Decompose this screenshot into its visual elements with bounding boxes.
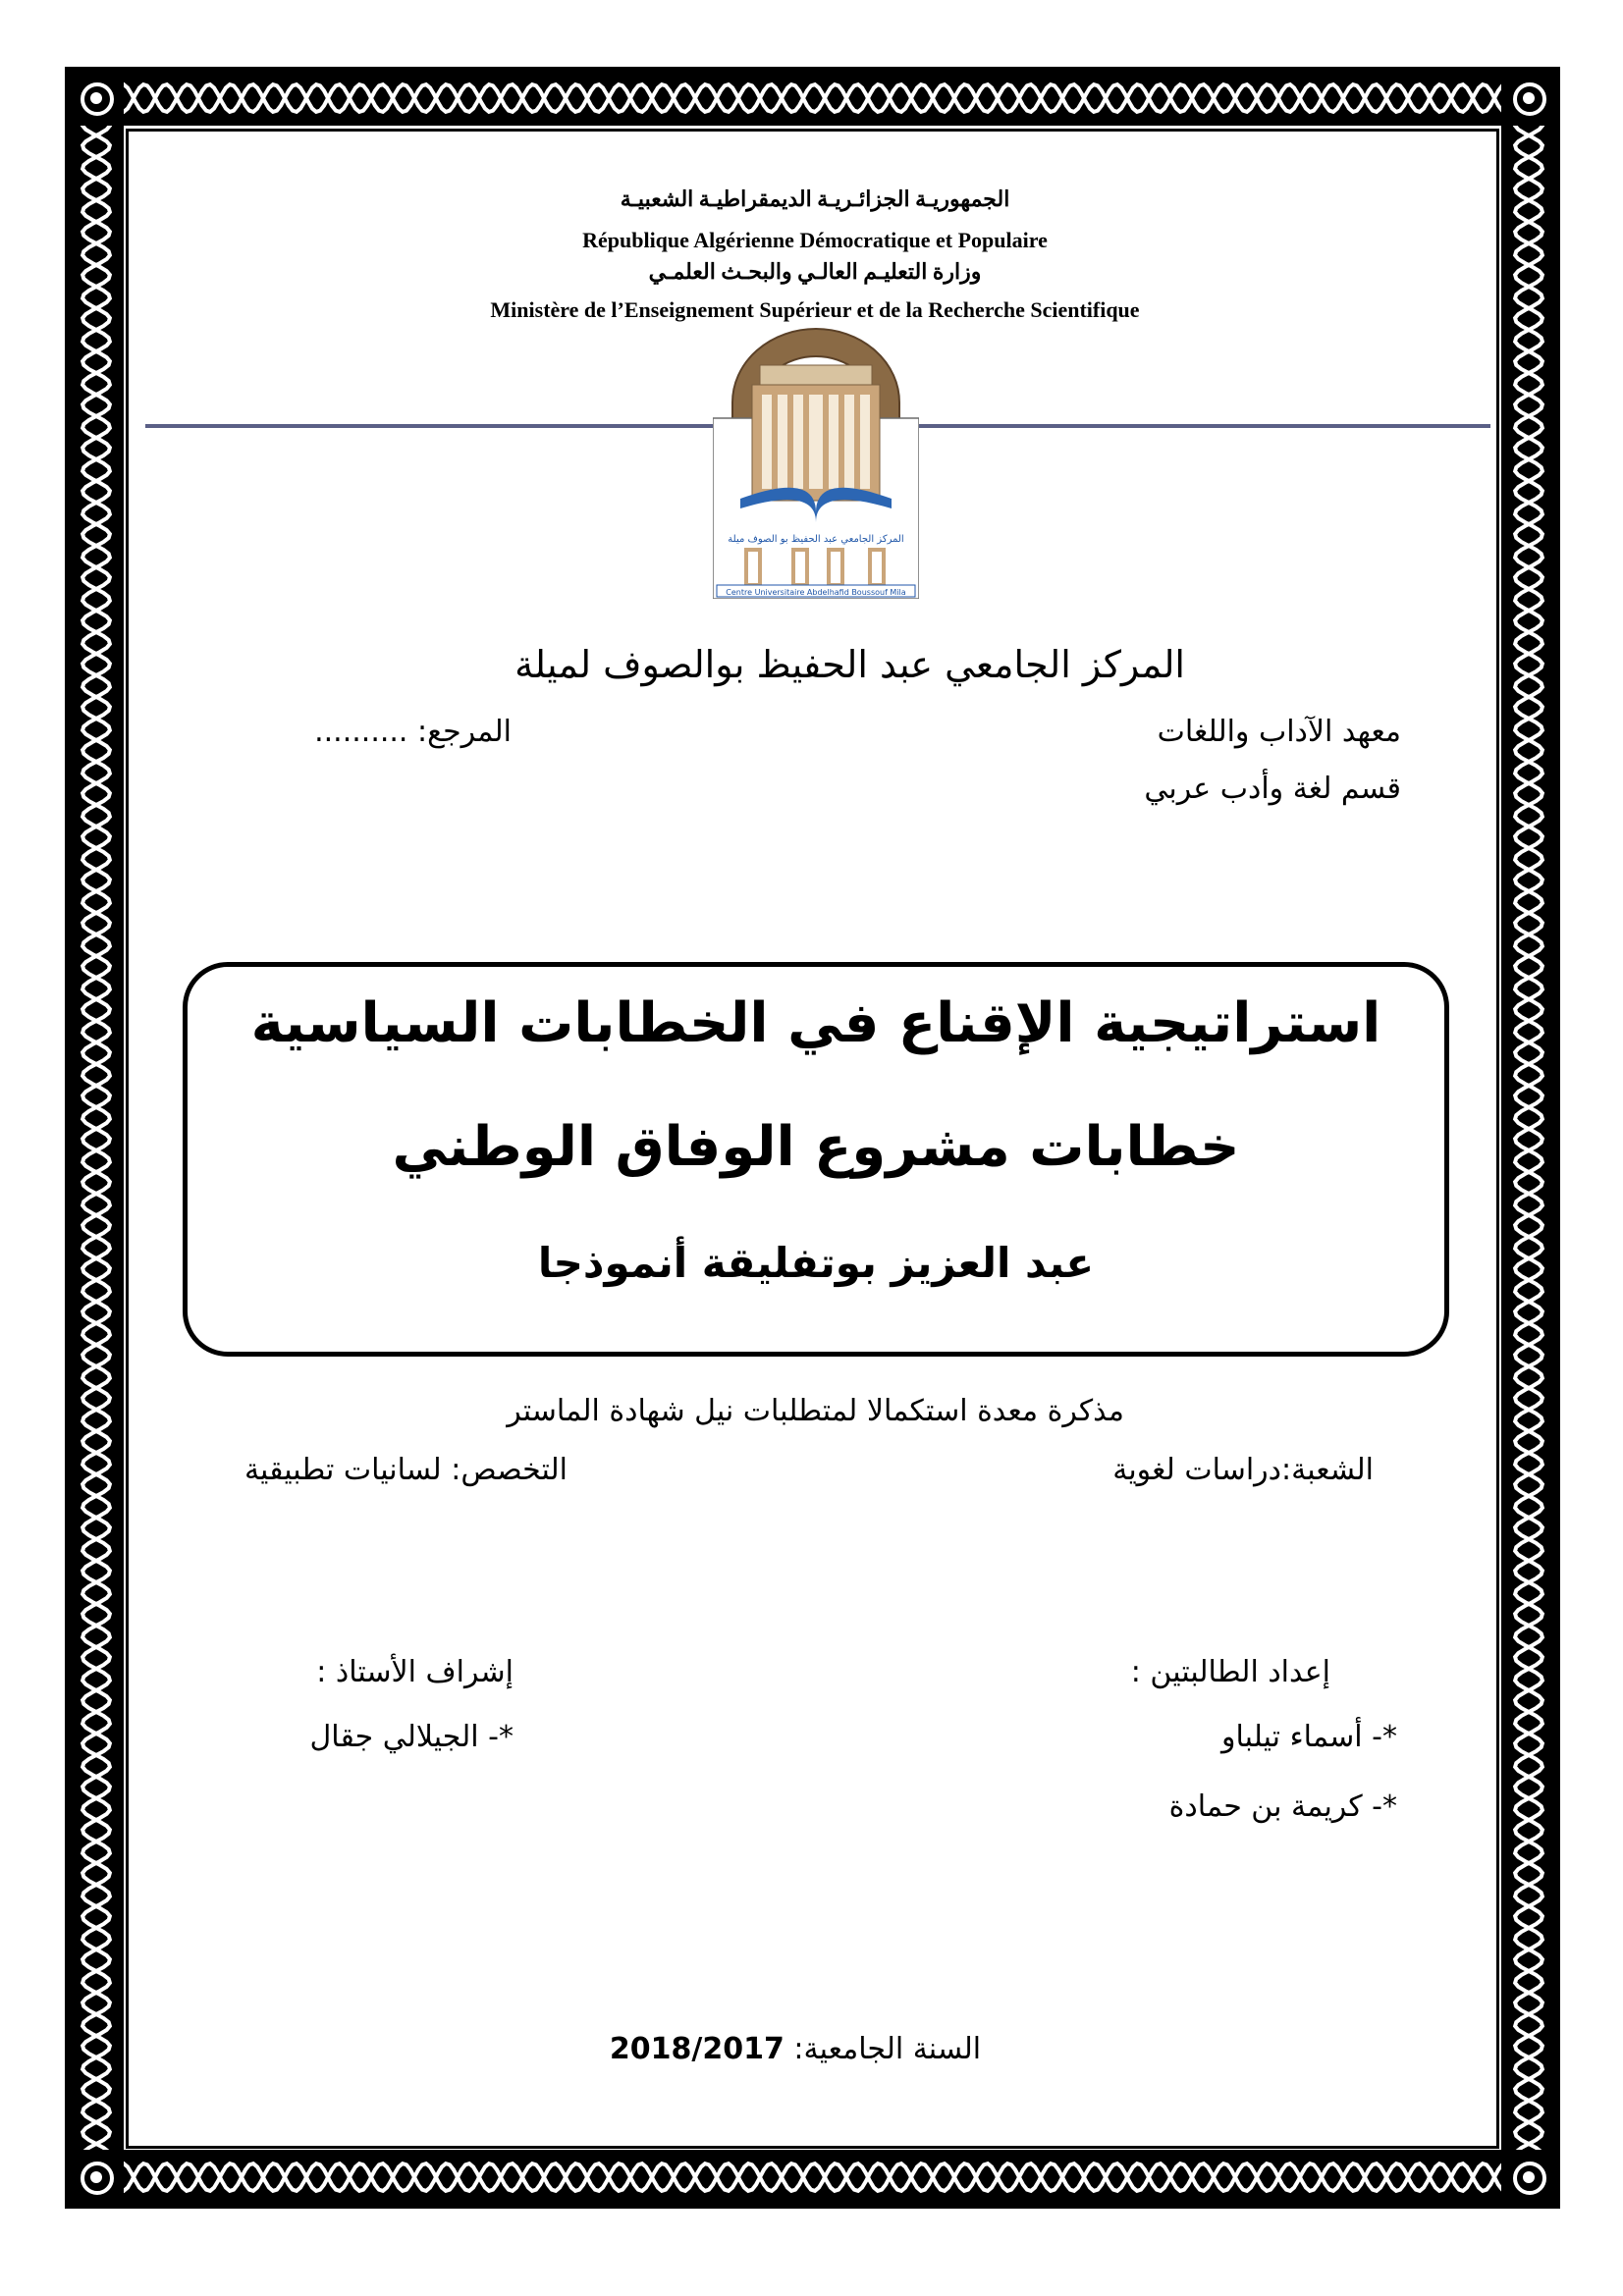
corner-ornament-bottom-left (69, 2150, 124, 2205)
institution-name: المركز الجامعي عبد الحفيظ بوالصوف لميلة (514, 643, 1185, 686)
academic-year-value: 2018/2017 (609, 2032, 784, 2066)
thesis-case-study: عبد العزيز بوتفليقة أنموذجا (537, 1239, 1095, 1287)
corner-ornament-bottom-right (1501, 2150, 1556, 2205)
faculty-name: معهد الآداب واللغات (1157, 715, 1401, 749)
border-band-right (1501, 71, 1556, 2205)
header-divider-right (919, 424, 1490, 428)
corner-ornament-top-right (1501, 71, 1556, 126)
department-name: قسم لغة وأدب عربي (1144, 772, 1401, 806)
corner-ornament-top-left (69, 71, 124, 126)
thesis-title: استراتيجية الإقناع في الخطابات السياسية (250, 991, 1381, 1055)
header-republic-french: République Algérienne Démocratique et Populaire (582, 228, 1048, 252)
university-logo (713, 324, 919, 599)
supervisor-label: إشراف الأستاذ : (316, 1655, 514, 1689)
track-field: الشعبة:دراسات لغوية (1112, 1453, 1374, 1487)
header-divider-left (145, 424, 713, 428)
header-ministry-french: Ministère de l’Enseignement Supérieur et de la Recherche Scientifique (490, 297, 1140, 322)
student-name: *- أسماء تيلباو (1221, 1720, 1397, 1754)
logo-arabic-text: المركز الجامعي عبد الحفيظ بو الصوف ميلة (728, 534, 904, 545)
border-band-bottom (69, 2150, 1556, 2205)
reference-field: المرجع: .......... (314, 715, 512, 749)
students-label: إعداد الطالبتين : (1130, 1655, 1330, 1689)
supervisor-name: *- الجيلالي جقال (309, 1720, 514, 1754)
speciality-field: التخصص: لسانيات تطبيقية (243, 1453, 568, 1487)
header-ministry-arabic: وزارة التعليـم العالـي والبحـث العلمـي (648, 259, 982, 284)
thesis-subtitle: خطابات مشروع الوفاق الوطني (392, 1115, 1240, 1179)
border-band-left (69, 71, 124, 2205)
degree-statement: مذكرة معدة استكمالا لمتطلبات نيل شهادة الماستر (507, 1394, 1124, 1428)
academic-year-label: السنة الجامعية: (793, 2032, 982, 2066)
header-republic-arabic: الجمهوريـة الجزائـريـة الديمقراطيـة الشعبيـة (620, 187, 1010, 211)
border-band-top (69, 71, 1556, 126)
logo-french-text: Centre Universitaire Abdelhafid Boussouf Mila (726, 588, 906, 597)
student-name: *- كريمة بن حمادة (1168, 1789, 1397, 1824)
academic-year (442, 2032, 1149, 2066)
